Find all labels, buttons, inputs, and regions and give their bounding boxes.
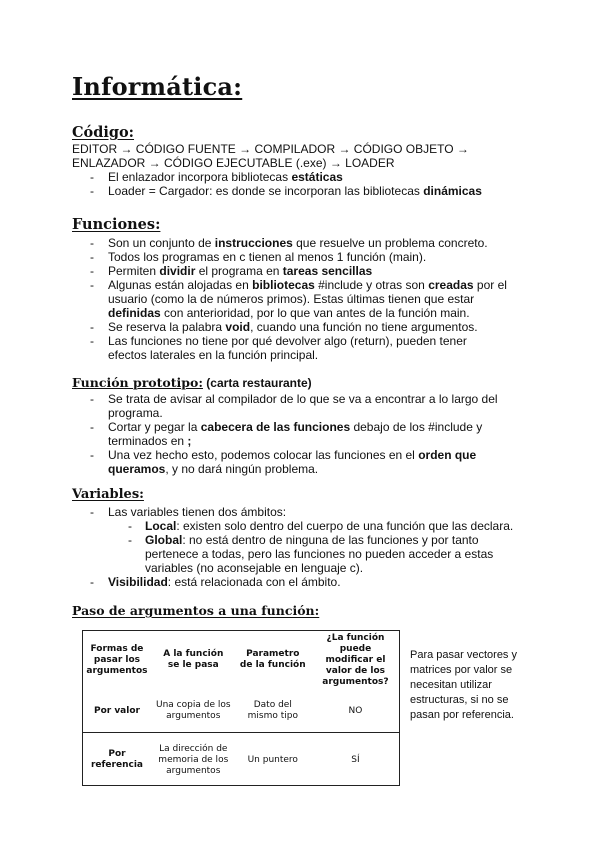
variables-heading: Variables: — [72, 487, 144, 502]
list-item: - Loader = Cargador: es donde se incorporan las bibliotecas dinámicas — [0, 184, 508, 198]
table-cell: NO — [348, 705, 363, 716]
table-header-cell: ¿La función puede modificar el valor de los argumentos? — [322, 632, 389, 687]
table-row — [82, 690, 400, 733]
codigo-heading: Código: — [72, 124, 135, 141]
compile-flow — [72, 142, 532, 170]
table-cell: Un puntero — [235, 733, 311, 788]
arguments-table — [82, 630, 400, 787]
table-cell: Por valor — [93, 705, 140, 716]
list-item: - El enlazador incorpora bibliotecas estáticas — [0, 170, 508, 184]
list-item: - Local: existen solo dentro del cuerpo de una función que las declara. — [0, 519, 515, 533]
funciones-list — [0, 236, 508, 362]
compile-flow-line-1: EDITOR → CÓDIGO FUENTE → COMPILADOR → CÓDIGO OBJETO → — [72, 142, 469, 156]
list-item: - Son un conjunto de instrucciones que resuelve un problema concreto. — [0, 236, 508, 250]
compile-flow-line-2: ENLAZADOR → CÓDIGO EJECUTABLE (.exe) → LOADER — [72, 156, 395, 170]
table-cell: Una copia de los argumentos — [156, 700, 231, 721]
table-row — [82, 733, 400, 788]
list-item: - Se trata de avisar al compilador de lo que se va a encontrar a lo largo del programa. — [0, 392, 508, 420]
prototipo-heading: Función prototipo: (carta restaurante) — [72, 375, 312, 390]
table-cell: La dirección de memoria de los argumentos — [152, 733, 235, 788]
table-cell: Dato del mismo tipo — [247, 700, 298, 721]
paso-heading: Paso de argumentos a una función: — [72, 603, 320, 618]
list-item: - Cortar y pegar la cabecera de las funciones debajo de los #include y terminados en ; — [0, 420, 508, 448]
list-item: - Visibilidad: está relacionada con el ámbito. — [0, 575, 508, 589]
variables-sublist — [0, 519, 515, 575]
variables-list — [0, 505, 508, 519]
list-item: - Una vez hecho esto, podemos colocar las funciones en el orden que queramos, y no dará ningún problema. — [0, 448, 508, 476]
list-item: - Se reserva la palabra void, cuando una función no tiene argumentos. — [0, 320, 508, 334]
table-header-row — [82, 630, 400, 690]
table-header-cell: Parametro de la función — [239, 649, 306, 670]
page-title: Informática: — [72, 72, 243, 101]
table-cell: Por referencia — [82, 733, 152, 788]
side-note: Para pasar vectores y matrices por valor se necesitan utilizar estructuras, si no se pasan por referencia. — [410, 649, 517, 721]
codigo-list — [0, 170, 508, 198]
prototipo-list — [0, 392, 508, 476]
list-item: - Global: no está dentro de ninguna de las funciones y por tanto pertenece a todas, pero las funciones no pueden acceder a estas variables (no aconsejable en lenguaje c). — [0, 533, 515, 575]
list-item: - Las variables tienen dos ámbitos: — [0, 505, 508, 519]
list-item: - Las funciones no tiene por qué devolver algo (return), pueden tener efectos laterales en la función principal. — [0, 334, 508, 362]
table-header-cell: A la función se le pasa — [163, 649, 224, 670]
funciones-heading: Funciones: — [72, 216, 161, 233]
variables-list-2 — [0, 575, 508, 589]
table-header-cell: Formas de pasar los argumentos — [86, 643, 148, 676]
list-item: - Permiten dividir el programa en tareas sencillas — [0, 264, 508, 278]
table-cell: SÍ — [311, 733, 400, 788]
list-item: - Algunas están alojadas en bibliotecas #include y otras son creadas por el usuario (como la de números primos). Estas últimas tienen que estar definidas con anterioridad, por lo que van antes de la función main. — [0, 278, 508, 320]
list-item: - Todos los programas en c tienen al menos 1 función (main). — [0, 250, 508, 264]
